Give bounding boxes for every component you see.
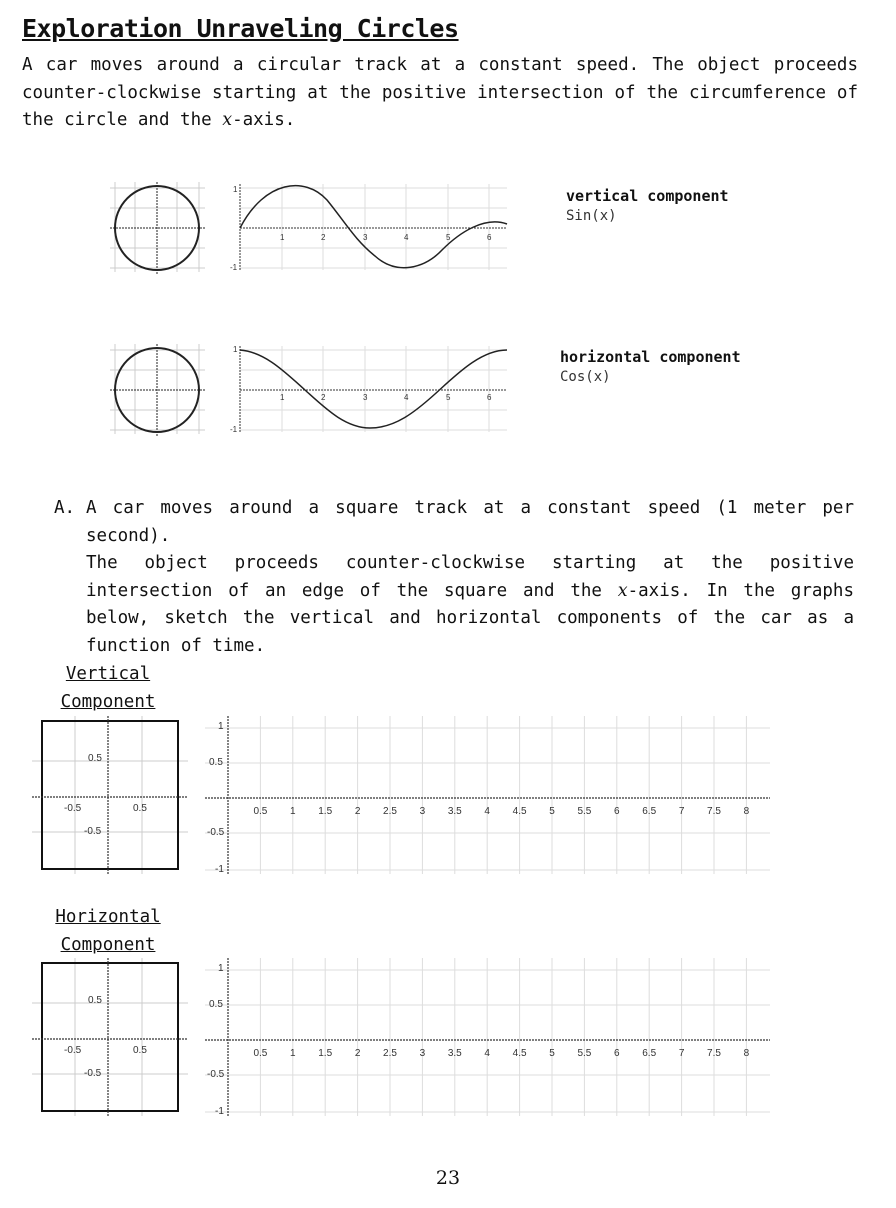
x-tick: 6	[614, 1048, 620, 1059]
x-tick: 4.5	[512, 1048, 527, 1059]
y-tick: -0.5	[207, 827, 225, 838]
question-text	[86, 495, 854, 660]
x-tick: 5	[446, 393, 451, 402]
y-tick: -1	[215, 864, 224, 875]
sine-figure	[105, 180, 525, 280]
x-tick: 3	[419, 1048, 426, 1059]
question-line: A car moves around a square track at a constant speed (1 meter per second).	[86, 498, 854, 546]
x-tick: 5	[549, 1048, 555, 1059]
horizontal-component-label: Horizontal Component	[55, 907, 161, 955]
x-tick: 2.5	[383, 806, 397, 817]
tick-pos: 0.5	[88, 753, 102, 764]
x-tick: 3	[363, 233, 368, 242]
x-tick: 6.5	[642, 1048, 657, 1059]
vertical-component-grid	[200, 712, 775, 877]
tick-neg: -0.5	[84, 826, 102, 837]
y-tick: -1	[215, 1106, 224, 1117]
x-tick: 2	[354, 1048, 361, 1059]
x-tick: 1	[290, 1048, 296, 1059]
x-tick: 7	[678, 806, 685, 817]
page-number: 23	[435, 1167, 461, 1189]
x-tick: 1	[280, 393, 285, 402]
horizontal-component-grid	[200, 954, 775, 1119]
y-tick-top: 1	[233, 185, 238, 194]
cosine-grid	[240, 346, 507, 432]
x-tick: 4	[404, 393, 409, 402]
x-tick: 8	[743, 1048, 750, 1059]
x-tick: 7.5	[707, 806, 721, 817]
y-tick: 1	[218, 721, 224, 732]
question-line: below, sketch the vertical and horizontal components of the car as a	[86, 608, 854, 628]
x-tick: 4	[404, 233, 409, 242]
page-title: Exploration Unraveling Circles	[22, 14, 459, 43]
x-tick: 6	[487, 233, 492, 242]
tick-neg: -0.5	[64, 1045, 82, 1056]
question-line: intersection of an edge of the square and the x-axis. In the graphs	[86, 580, 854, 601]
intro-line-1: A car moves around a circular track at a constant speed. The object proceeds	[22, 55, 858, 75]
x-tick: 7.5	[707, 1048, 721, 1059]
cosine-curve	[240, 350, 507, 428]
x-variable: x	[617, 580, 628, 601]
square-track	[42, 963, 178, 1111]
x-tick: 5.5	[577, 1048, 592, 1059]
x-tick: 5	[446, 233, 451, 242]
y-tick-bottom: -1	[230, 263, 238, 272]
x-ticks	[253, 806, 749, 817]
x-tick: 8	[743, 806, 750, 817]
tick-pos: 0.5	[133, 1045, 147, 1056]
vertical-component-label: Vertical Component	[60, 664, 156, 712]
question-line: The object proceeds counter-clockwise starting at the positive	[86, 553, 854, 573]
question-line: function of time.	[86, 635, 266, 656]
x-tick: 5.5	[577, 806, 592, 817]
vertical-square-graph	[30, 714, 190, 876]
x-tick: 2	[321, 393, 326, 402]
y-tick: 0.5	[209, 757, 223, 768]
caption-function: Cos(x)	[560, 369, 611, 385]
x-tick: 4	[484, 806, 490, 817]
x-tick: 3.5	[447, 1048, 462, 1059]
x-tick: 2	[321, 233, 326, 242]
intro-line-2: counter-clockwise starting at the positive intersection of the circumference of	[22, 82, 858, 103]
y-tick: 0.5	[209, 999, 223, 1010]
x-tick: 5	[549, 806, 555, 817]
tick-neg: -0.5	[64, 803, 82, 814]
x-tick: 6	[487, 393, 492, 402]
tick-pos: 0.5	[88, 995, 102, 1006]
x-tick: 6.5	[642, 806, 657, 817]
caption-function: Sin(x)	[566, 208, 617, 224]
y-tick: -0.5	[207, 1069, 225, 1080]
horizontal-square-graph	[30, 956, 190, 1118]
x-tick: 4	[484, 1048, 490, 1059]
question-letter: A.	[54, 498, 76, 518]
x-tick: 1.5	[318, 1048, 333, 1059]
y-tick-top: 1	[233, 345, 238, 354]
x-tick: 2.5	[383, 1048, 397, 1059]
grid-lines	[205, 958, 775, 1116]
caption-title: vertical component	[566, 187, 729, 205]
x-tick: 4.5	[512, 806, 527, 817]
x-tick: 3	[419, 806, 426, 817]
x-tick: 0.5	[253, 1048, 268, 1059]
y-tick-bottom: -1	[230, 425, 238, 434]
x-tick: 3.5	[447, 806, 462, 817]
intro-line-3: the circle and the x-axis.	[22, 110, 296, 130]
grid-lines	[205, 716, 775, 874]
x-tick: 1	[280, 233, 285, 242]
x-ticks	[253, 1048, 749, 1059]
y-tick: 1	[218, 963, 224, 974]
square-track	[42, 721, 178, 869]
x-variable: x	[222, 110, 233, 130]
vertical-component-caption	[566, 186, 729, 226]
x-tick: 3	[363, 393, 368, 402]
x-tick: 1	[290, 806, 296, 817]
intro-paragraph	[22, 52, 858, 135]
caption-title: horizontal component	[560, 348, 741, 366]
tick-pos: 0.5	[133, 803, 147, 814]
x-tick: 7	[678, 1048, 685, 1059]
horizontal-component-caption	[560, 347, 741, 387]
cosine-figure	[105, 342, 525, 442]
x-tick: 0.5	[253, 806, 268, 817]
tick-neg: -0.5	[84, 1068, 102, 1079]
x-tick: 6	[614, 806, 620, 817]
sine-curve	[240, 186, 507, 268]
x-tick: 2	[354, 806, 361, 817]
x-tick: 1.5	[318, 806, 333, 817]
sine-grid	[240, 184, 507, 270]
